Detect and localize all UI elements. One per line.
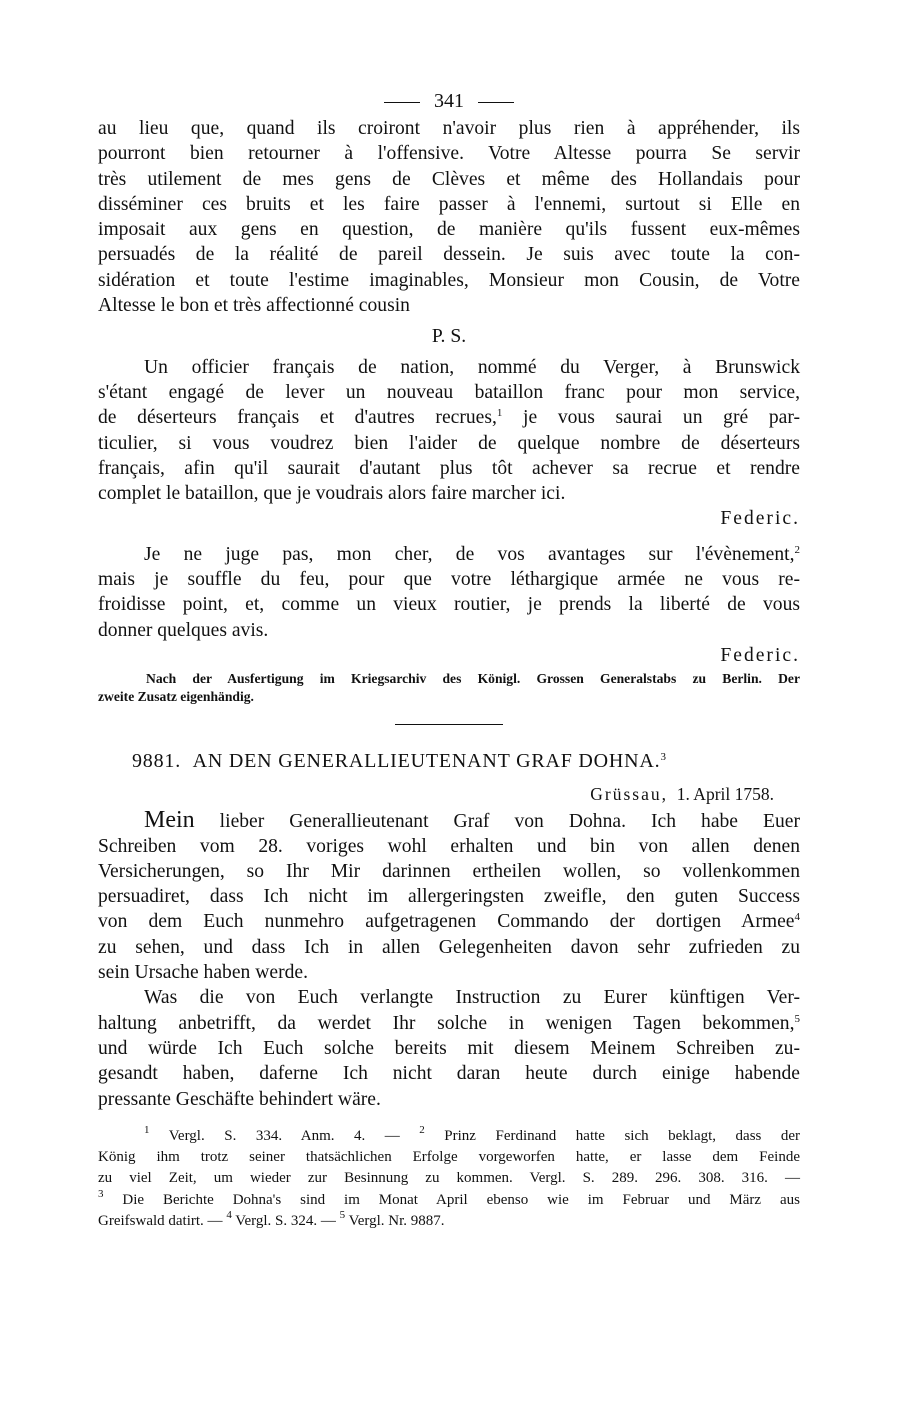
page-header: [98, 86, 800, 116]
text-fragment: Vergl. S. 324. —: [231, 1212, 336, 1229]
text-line: pourront bien retourner à l'offensive. Votre Altesse pourra Se servir: [98, 143, 800, 165]
header-dash-right: [478, 102, 514, 103]
text-line: persuadés de la réalité de pareil dessein. Je suis avec toute la con-: [98, 244, 800, 266]
footnote-mark: 3: [660, 751, 667, 764]
text-line: zu sehen, und dass Ich in allen Gelegenheiten davon sehr zufrieden zu: [98, 936, 800, 958]
text-fragment: je vous saurai un gré par-: [502, 407, 800, 429]
letter-place: Grüssau,: [590, 784, 669, 805]
footnotes: [98, 1123, 801, 1232]
text-fragment: de déserteurs français et d'autres recrues,: [98, 407, 497, 429]
letter-date: 1. April 1758.: [676, 784, 774, 805]
letter-heading: AN DEN GENERALLIEUTENANT GRAF DOHNA.: [192, 750, 661, 773]
text-line: disséminer ces bruits et les faire passer à l'ennemi, surtout si Elle en: [98, 193, 800, 215]
letter-continuation-paragraph: [98, 116, 800, 318]
text-line: sein Ursache haben werde.: [98, 962, 308, 984]
text-line: s'étant engagé de lever un nouveau bataillon franc pour mon service,: [98, 381, 800, 403]
footnote-mark: 1: [144, 1123, 150, 1136]
text-line: [98, 909, 800, 934]
text-line: Versicherungen, so Ihr Mir darinnen ertheilen wollen, so vollenkommen: [98, 860, 800, 882]
text-line: Schreiben vom 28. voriges wohl erhalten und bin von allen denen: [98, 835, 800, 857]
page-number: 341: [434, 90, 464, 112]
letter-number: 9881.: [132, 750, 181, 773]
text-line: persuadiret, dass Ich nicht im allergeringsten zweifle, den guten Success: [98, 886, 800, 908]
text-line: Altesse le bon et très affectionné cousin: [98, 295, 410, 317]
text-line: [98, 405, 800, 430]
text-line: [98, 1011, 800, 1036]
text-line: imposait aux gens en question, de manière qu'ils fussent eux-mêmes: [98, 219, 800, 241]
text-fragment: Prinz Ferdinand hatte sich beklagt, dass der: [424, 1127, 801, 1144]
text-line: très utilement de mes gens de Clèves et même des Hollandais pour: [98, 168, 800, 190]
signature: Federic.: [720, 508, 800, 530]
text-line: mais je souffle du feu, pour que votre léthargique armée ne vous re-: [98, 569, 800, 591]
footnote-mark: 4: [794, 911, 800, 924]
footnote-mark: 5: [794, 1012, 800, 1025]
text-line: sidération et toute l'estime imaginables, Monsieur mon Cousin, de Votre: [98, 269, 800, 291]
note-line: zweite Zusatz eigenhändig.: [98, 689, 254, 705]
text-fragment: Vergl. S. 334. Anm. 4. —: [168, 1127, 400, 1144]
footnote-mark: 5: [339, 1208, 346, 1221]
signature: Federic.: [720, 644, 800, 666]
header-dash-left: [384, 102, 420, 103]
text-line: Un officier français de nation, nommé du Verger, à Brunswick: [144, 356, 800, 378]
postscript-heading: P. S.: [431, 326, 467, 348]
footnote-mark: 2: [419, 1123, 425, 1136]
second-postscript-paragraph: [98, 542, 800, 643]
text-fragment: haltung anbetrifft, da werdet Ihr solche in wenigen Tagen bekommen,: [98, 1012, 795, 1034]
postscript-paragraph: [98, 355, 800, 507]
text-fragment: lieber Generallieutenant Graf von Dohna. Ich habe Euer: [194, 811, 800, 833]
letter-paragraph-2: [98, 985, 800, 1111]
text-fragment: Vergl. Nr. 9887.: [345, 1212, 445, 1229]
text-line: français, afin qu'il saurait d'autant plus tôt achever sa recrue et rendre: [98, 457, 800, 479]
text-line: gesandt haben, daferne Ich nicht daran heute durch einige habende: [98, 1063, 800, 1085]
footnote-mark: 3: [98, 1187, 104, 1200]
text-line: complet le bataillon, que je voudrais alors faire marcher ici.: [98, 483, 566, 505]
source-note: [98, 670, 800, 706]
footnote-mark: 2: [794, 543, 800, 556]
text-fragment: Greifswald datirt. —: [98, 1212, 223, 1229]
letter-title: [98, 747, 800, 775]
text-fragment: Je ne juge pas, mon cher, de vos avantages sur l'évènement,: [144, 543, 795, 565]
section-divider: [395, 724, 503, 725]
text-line: donner quelques avis.: [98, 619, 269, 641]
text-line: froidisse point, et, comme un vieux routier, je prends la liberté de vous: [98, 594, 800, 616]
text-line: ticulier, si vous voudrez bien l'aider de quelque nombre de déserteurs: [98, 432, 800, 454]
text-line: au lieu que, quand ils croiront n'avoir plus rien à appréhender, ils: [98, 118, 800, 139]
footnote-mark: 1: [496, 407, 503, 420]
text-line: [98, 542, 800, 567]
letter-dateline: [98, 782, 800, 806]
text-line: pressante Geschäfte behindert wäre.: [98, 1088, 381, 1110]
document-page: [98, 86, 800, 1232]
text-fragment: Die Berichte Dohna's sind im Monat April ebenso wie im Februar und März aus: [103, 1191, 800, 1208]
note-line: Nach der Ausfertigung im Kriegsarchiv des Königl. Grossen Generalstabs zu Berlin. Der: [146, 671, 800, 687]
text-line: Was die von Euch verlangte Instruction zu Eurer künftigen Ver-: [144, 987, 800, 1009]
text-fragment: von dem Euch nunmehro aufgetragenen Commando der dortigen Armee: [98, 911, 795, 933]
footnote-line: [98, 1123, 801, 1147]
footnote-mark: 4: [226, 1208, 232, 1221]
letter-paragraph-1: [98, 808, 800, 985]
initial-word: Mein: [144, 807, 195, 834]
text-line: [98, 808, 800, 833]
footnote-line: zu viel Zeit, um wieder zur Besinnung zu kommen. Vergl. S. 289. 296. 308. 316. —: [98, 1170, 800, 1187]
text-line: und würde Ich Euch solche bereits mit diesem Meinem Schreiben zu-: [98, 1037, 800, 1059]
footnote-line: König ihm trotz seiner thatsächlichen Erfolge vorgeworfen hatte, er lasse dem Feinde: [98, 1149, 800, 1166]
footnote-line: [98, 1208, 800, 1232]
footnote-line: [98, 1187, 800, 1211]
